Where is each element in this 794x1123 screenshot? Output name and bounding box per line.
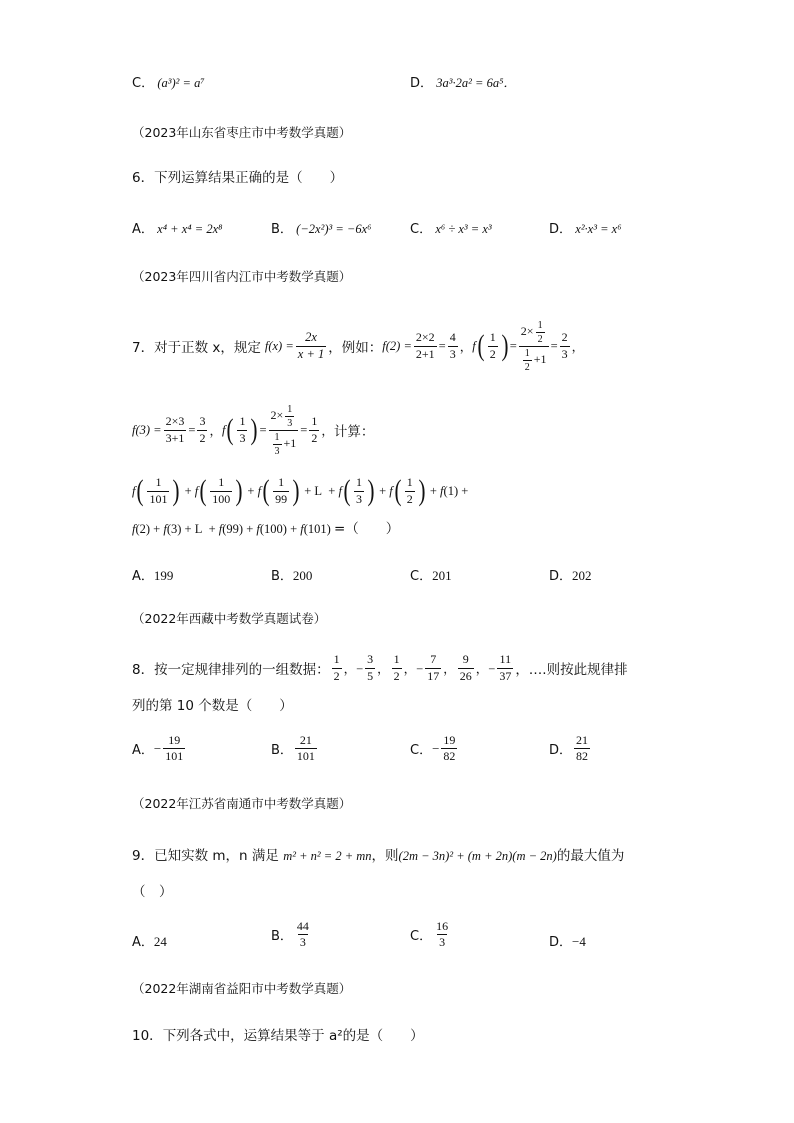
denominator: 82 — [576, 749, 589, 764]
numerator: 19 — [443, 733, 456, 747]
numerator: 16 — [436, 919, 449, 933]
option-label: C． — [410, 222, 433, 237]
question-number: 6． — [132, 170, 155, 186]
q7-sum-line2: f(2) + f(3) + L + f(99) + f(100) + f(101) =（ ） — [132, 521, 400, 537]
option-label: C． — [410, 569, 433, 584]
option-expression: x⁶ ÷ x³ = x³ — [435, 222, 492, 236]
fraction: $\frac{2\times 2}{2+1}$ — [415, 330, 435, 361]
q9-option-a — [132, 931, 167, 950]
compound-fraction: 2× $\frac{1}{2}$ $\frac{1}{2}$ +1 — [520, 319, 547, 373]
q8-option-b — [271, 734, 319, 763]
q7-option-c — [410, 565, 452, 584]
example-f-third: f — [221, 422, 226, 437]
q5-option-c — [132, 72, 205, 91]
option-label: D． — [410, 76, 434, 91]
q8-option-a — [132, 734, 187, 763]
q9-option-d — [549, 931, 586, 950]
numerator: 19 — [168, 733, 181, 747]
fraction: $\frac{2}{3}$ — [561, 330, 568, 361]
question-number: 10． — [132, 1028, 163, 1044]
q6-option-a — [132, 218, 222, 237]
q6-option-c — [410, 218, 492, 237]
option-label: A． — [132, 935, 154, 950]
example-f3: f(3) = — [132, 422, 162, 437]
option-label: D． — [549, 569, 573, 584]
q6-stem — [132, 166, 343, 186]
option-label: B． — [271, 743, 293, 759]
option-sign: − — [153, 740, 162, 756]
denominator: 101 — [296, 749, 315, 764]
q8-stem-line1: 8． 按一定规律排列的一组数据： $\frac{1}{2}$ ，− $\frac{3}{5}$ ， $\frac{1}{2}$ ，− $\frac{7}{17}$ ， $\frac{9}{26}$ ，− $\frac{11}{37}$ ，….则按此规律排 — [132, 652, 628, 683]
question-text: ，….则按此规律排 — [515, 662, 628, 678]
q8-option-c — [410, 734, 459, 763]
option-label: B． — [271, 569, 293, 584]
q5-option-d — [410, 72, 516, 91]
option-value: 202 — [572, 568, 592, 583]
target-expression: (2m − 3n)² + (m + 2n)(m − 2n) — [398, 849, 557, 863]
option-label: D． — [549, 222, 573, 237]
question-text: 按一定规律排列的一组数据： — [154, 662, 330, 678]
question-text: 已知实数 m，n 满足 — [154, 848, 279, 864]
numerator: 21 — [576, 733, 589, 747]
option-expression: x²·x³ = x⁶ — [575, 222, 622, 236]
question-text: 下列各式中，运算结果等于 a²的是（ ） — [162, 1028, 424, 1044]
q6-source: （2023年山东省枣庄市中考数学真题） — [132, 125, 352, 140]
answer-blank: =（ ） — [333, 521, 400, 537]
denominator: 82 — [443, 749, 456, 764]
denominator: 3 — [439, 935, 446, 950]
numerator: 44 — [296, 919, 309, 933]
example-f2: f(2) = — [382, 338, 412, 353]
q7-option-d — [549, 565, 592, 584]
question-text: 的最大值为 — [556, 848, 625, 864]
q7-sum-line1: f ( $\frac{1}{101}$ ) + f ( $\frac{1}{100}$ ) + f ( $\frac{1}{99}$ ) + L + f ( $\frac{1}{3}$ ) + f ( $\frac{1}{2}$ ) + f (1) + — [132, 474, 469, 507]
option-label: A． — [132, 569, 154, 584]
option-expression: (a³)² = a⁷ — [157, 76, 205, 90]
q8-stem-line2: 列的第 10 个数是（ ） — [132, 698, 293, 714]
option-label: C． — [132, 76, 155, 91]
denominator: 101 — [165, 749, 184, 764]
q7-source: （2023年四川省内江市中考数学真题） — [132, 269, 352, 284]
option-label: C． — [410, 743, 433, 759]
numerator: 21 — [299, 733, 312, 747]
q9-blank: （ ） — [132, 884, 173, 900]
q10-stem — [132, 1024, 424, 1044]
q7-stem-line2: f(3) = $\frac{2\times 3}{3+1}$ = $\frac{3}{2}$ ， f ( $\frac{1}{3}$ ) = 2× $\frac{1}{3}$ $\frac{1}{3}$ +1 = $\frac{1}{2}$ ， 计算： — [132, 403, 375, 457]
q8-source: （2022年西藏中考数学真题试卷） — [132, 611, 327, 626]
q6-option-d — [549, 218, 622, 237]
q8-option-d — [549, 734, 592, 763]
option-value: 200 — [292, 568, 313, 583]
option-label: A． — [132, 743, 154, 759]
q7-option-a — [132, 565, 173, 584]
question-number: 9． — [132, 848, 155, 864]
option-sign: − — [432, 740, 440, 756]
function-definition: f(x) = — [264, 338, 294, 353]
option-label: A． — [132, 222, 154, 237]
option-value: −4 — [572, 934, 586, 949]
question-number: 7． — [132, 340, 155, 356]
question-text: 计算： — [333, 424, 375, 440]
option-label: D． — [549, 935, 573, 950]
question-number: 8． — [132, 662, 155, 678]
condition-expression: m² + n² = 2 + mn — [283, 849, 372, 863]
question-text: 下列运算结果正确的是（ ） — [154, 170, 344, 186]
option-label: B． — [271, 222, 293, 237]
option-expression: (−2x²)³ = −6x⁶ — [296, 222, 372, 236]
fraction: $\frac{2x}{x + 1}$ — [297, 329, 325, 361]
denominator: 3 — [299, 935, 306, 950]
compound-fraction: 2× $\frac{1}{3}$ $\frac{1}{3}$ +1 — [270, 403, 297, 457]
option-expression: 3a³·2a² = 6a⁵． — [436, 76, 516, 90]
q9-option-b — [271, 920, 313, 949]
option-value: 201 — [432, 568, 452, 583]
option-value: 199 — [153, 568, 174, 583]
option-expression: x⁴ + x⁴ = 2x⁸ — [157, 222, 223, 236]
fraction: $\frac{4}{3}$ — [449, 330, 456, 361]
question-text: ，则 — [371, 848, 399, 864]
option-label: D． — [549, 743, 573, 759]
example-f-half: f — [472, 338, 476, 353]
option-label: C． — [410, 929, 433, 945]
q9-stem-line1 — [132, 844, 624, 864]
q9-source: （2022年江苏省南通市中考数学真题） — [132, 796, 352, 811]
q7-stem-line1: 7． 对于正数 x，规定 f(x) = $\frac{2x}{x + 1}$ ，例如： f(2) = $\frac{2\times 2}{2+1}$ = $\frac{4}{3}$ ， f ( $\frac{1}{2}$ ) = 2× $\frac{1}{2}$ $\frac{1}{2}$ +1 = $\frac{2}{3}$ ， — [132, 319, 585, 373]
q10-source: （2022年湖南省益阳市中考数学真题） — [132, 981, 352, 996]
q7-option-b — [271, 565, 312, 584]
option-label: B． — [271, 929, 293, 945]
question-text: 对于正数 x，规定 — [154, 340, 261, 356]
option-value: 24 — [153, 934, 167, 949]
q9-option-c — [410, 920, 452, 949]
question-text: ，例如： — [328, 340, 383, 356]
q6-option-b — [271, 218, 372, 237]
